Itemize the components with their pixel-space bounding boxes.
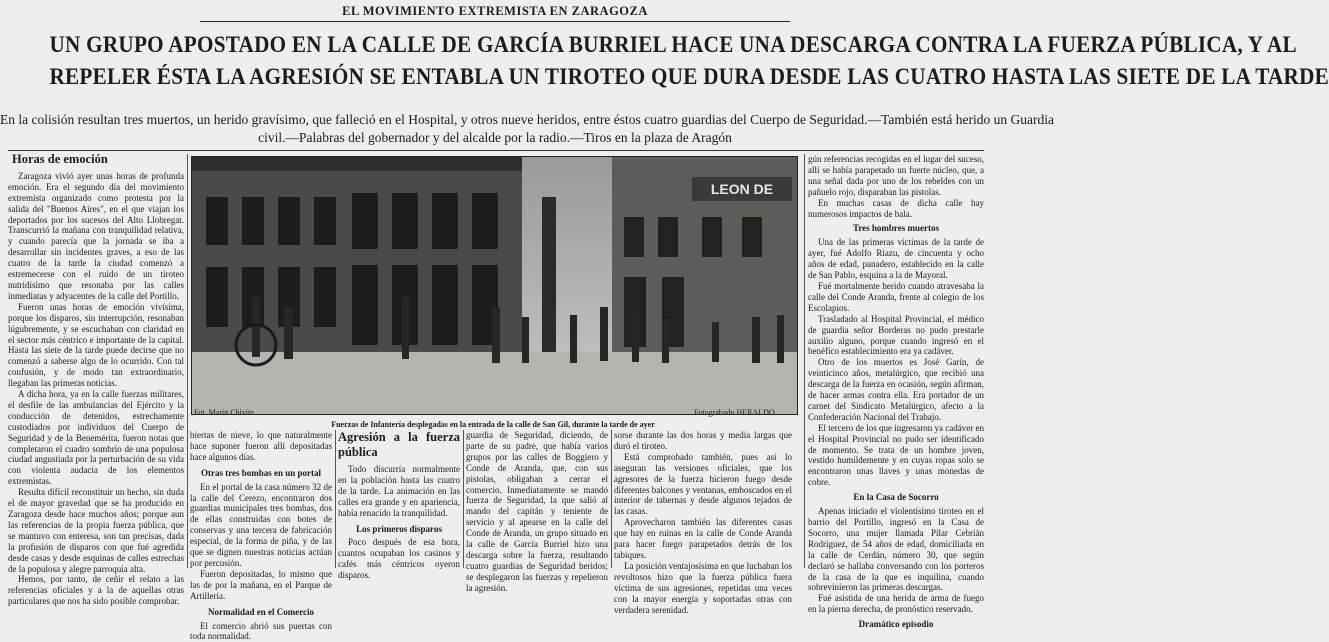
subheading-normal: Normalidad en el Comercio [190,607,332,618]
paragraph: Aprovecharon también las diferentes casas que hay en ruinas en la calle de Conde Aranda para hacer fuego parapetados detrás de los tabiques. [614,517,792,561]
shop-sign: LEON DE [711,181,773,197]
subheading-dramatic-episode: Dramático episodio [808,619,984,630]
section-kicker: EL MOVIMIENTO EXTREMISTA EN ZARAGOZA [0,4,990,19]
paragraph: Fué asistida de una herida de arma de fuego en la pierna derecha, de pronóstico reservado. [808,593,984,615]
kicker-rule [200,21,790,22]
column-3-heading: Agresión a la fuerza pública [338,430,460,460]
column-divider [804,154,805,568]
paragraph: Fueron depositadas, lo mismo que las de por la mañana, en el Parque de Artillería. [190,569,332,602]
paragraph: Poco después de esa hora, cuantos ocupaban los casinos y cafés más céntricos oyeron disparos. [338,537,460,581]
paragraph: gún referencias recogidas en el lugar del suceso, allí se había parapetado un fuerte núcleo, que, a una señal dada por uno de los rebeldes con un pañuelo rojo, disparaban las pistolas. [808,154,984,198]
paragraph: Otro de los muertos es José Garín, de veinticinco años, metalúrgico, que recibió una descarga de la fuerza en ocasión, según afirman, de hacer armas contra ella. Era portador de un carnet del Sindicato Metalúrgico, afecto a la Confederación Nacional del Trabajo. [808,357,984,422]
subheading-casa-socorro: En la Casa de Socorro [808,492,984,503]
paragraph: Una de las primeras víctimas de la tarde de ayer, fué Adolfo Riazu, de cincuenta y ocho años de edad, panadero, establecido en la calle de San Pablo, esquina a la de Mayoral. [808,237,984,281]
column-divider [611,430,612,568]
column-1-heading: Horas de emoción [12,154,184,165]
paragraph: guardia de Seguridad, diciendo, de parte de su padre, que había varios grupos por las calles de Boggiero y Conde de Aranda, que, con sus pistolas, obligaban a cerrar el comercio. Inmediatamente se mandó fuerza de Seguridad, la que salió al mando del capitán y teniente de servicio y al apearse en la calle del Conde de Aranda, un grupo situado en la calle de García Burriel hizo una descarga sobre la fuerza, resultando cuatro guardias de Seguridad heridos; se desplegaron las fuerzas y repelieron la agresión. [466,430,608,594]
column-divider [463,430,464,568]
photo-street-scene [192,157,797,414]
subheading-first-shots: Los primeros disparos [338,524,460,535]
column-6 [808,154,984,568]
headline-line-1: UN GRUPO APOSTADO EN LA CALLE DE GARCÍA BURRIEL HACE UNA DESCARGA CONTRA LA FUERZA PÚBLICA, Y AL [50,32,941,59]
paragraph: Zaragoza vivió ayer unas horas de profunda emoción. Era el segundo día del movimiento extremista organizado como protesta por la salida del "Buenos Aires", en el que viajan los deportados por los sucesos del Alto Llobregat. Transcurrió la mañana con tranquilidad relativa, y cuando parecía que la jornada se iba a desarrollar sin incidentes graves, a eso de las cuatro de la tarde la ciudad comenzó a estremecerse con el ruido de un tiroteo nutridísimo que resonaba por las calles inmediatas y adyacentes de la calle del Portillo. [8,171,184,302]
paragraph: Está comprobado también, pues así lo aseguran las versiones oficiales, que los agresores de la fuerza hicieron fuego desde diferentes balcones y ventanas, emboscados en el interior de tabernas y desde algunos tejados de las casas. [614,452,792,517]
paragraph: Trasladado al Hospital Provincial, el médico de guardia señor Borderas no pudo prestarle auxilio alguno, porque cuando ingresó en el benéfico establecimiento era ya cadáver. [808,314,984,358]
headline-line-2: REPELER ÉSTA LA AGRESIÓN SE ENTABLA UN TIROTEO QUE DURA DESDE LAS CUATRO HASTA LAS SIETE DE LA TARDE [50,64,941,91]
news-photo [191,156,798,415]
paragraph: Hemos, por tanto, de ceñir el relato a las referencias oficiales y a la de aquellas otras particulares que nos ha sido posible comprobar. [8,574,184,607]
column-5 [614,430,792,568]
paragraph: En muchas casas de dicha calle hay numerosos impactos de bala. [808,198,984,220]
column-3 [338,430,460,568]
photo-credit-right: Fotograbado HERALDO. [694,408,777,417]
paragraph: Fué mortalmente herido cuando atravesaba la calle del Conde Aranda, frente al colegio de los Escolapios. [808,281,984,314]
paragraph: En el portal de la casa número 32 de la calle del Cerezo, encontraron dos guardias municipales tres bombas, dos de ellas construidas con botes de conservas y una tercera de fabricación especial, de la forma de piña, y de las que se dignen nuestras noticias actúan por percusión. [190,482,332,569]
subheadline-line-1: En la colisión resultan tres muertos, un herido gravísimo, que falleció en el Hospital, y otros nueve heridos, entre éstos cuatro guardias del Cuerpo de Seguridad.—También está herido un Guardia [0,112,990,128]
photo-credit-left: Fot. Marín Chivite. [194,408,256,417]
paragraph: El comercio abrió sus puertas con toda normalidad. [190,621,332,642]
paragraph: El tercero de los que ingresaron ya cadáver en el Hospital Provincial no pudo ser identificado de momento. Se trata de un hombre joven, vestido humildemente y en cuyas ropas solo se encontraron unas llaves y unas monedas de cobre. [808,423,984,488]
paragraph: sorse durante las dos horas y media largas que duró el tiroteo. [614,430,792,452]
paragraph: La posición ventajosísima en que luchaban los revoltosos hizo que la fuerza pública fuera víctima de sus agresiones, repetidas una veces con la mayor energía y soportadas otras con verdadera serenidad. [614,561,792,616]
subheading-three-dead: Tres hombres muertos [808,223,984,234]
column-divider [335,430,336,568]
subheading-bombs: Otras tres bombas en un portal [190,468,332,479]
photo-caption: Fuerzas de Infantería desplegadas en la entrada de la calle de San Gil, durante la tarde de ayer [198,420,788,429]
paragraph: Resulta difícil reconstituir un hecho, sin duda el de mayor gravedad que se ha producido en Zaragoza desde hace muchos años; porque aun las referencias de la propia fuerza pública, que se mantuvo con enteresa, son tan precisas, dada la profusión de disparos con que fué agredida desde casas y desde esquinas de calles estrechas de la populosa y alegre parroquia alta. [8,487,184,574]
paragraph: Apenas iniciado el violentísimo tiroteo en el barrio del Portillo, ingresó en la Casa de Socorro, una mujer llamada Pilar Cebrián Rodríguez, de 54 años de edad, domiciliada en la calle de Cerdán, número 30, que según declaró se hallaba conversando con los porteros de la casa de la que es inquilina, cuando sobrevinieron las primeras descargas. [808,506,984,593]
paragraph: biertas de nieve, lo que naturalmente hace suponer fueron allí depositadas hace algunos días. [190,430,332,463]
column-divider [187,154,188,568]
headline-rule [8,150,984,151]
paragraph: Fueron unas horas de emoción vivísima, porque los disparos, sin interrupción, resonaban lúgubremente, y se escuchaban con claridad en el sector más céntrico e importante de la capital. Hasta las siete de la tarde puede decirse que no comenzó a saberse algo de lo ocurrido. Con tal confusión, y de modo tan extraordinario, llegaban las primeras noticias. [8,302,184,389]
subheadline-line-2: civil.—Palabras del gobernador y del alcalde por la radio.—Tiros en la plaza de Aragón [0,130,990,146]
paragraph: A dicha hora, ya en la calle fuerzas militares, el desfile de las ambulancias del Ejército y la conducción de detenidos, estrechamente custodiados por individuos del Cuerpo de Seguridad y de la Benemérita, fueron notas que completaron el cuadro sombrío de una populosa ciudad angustiada por la perturbación de su vida con violenta audacia de los elementos extremistas. [8,389,184,487]
column-1 [8,154,184,568]
paragraph: Todo discurría normalmente en la población hasta las cuatro de la tarde. La animación en las calles era grande y en apariencia, había renacido la tranquilidad. [338,464,460,519]
column-4 [466,430,608,568]
column-2 [190,430,332,568]
